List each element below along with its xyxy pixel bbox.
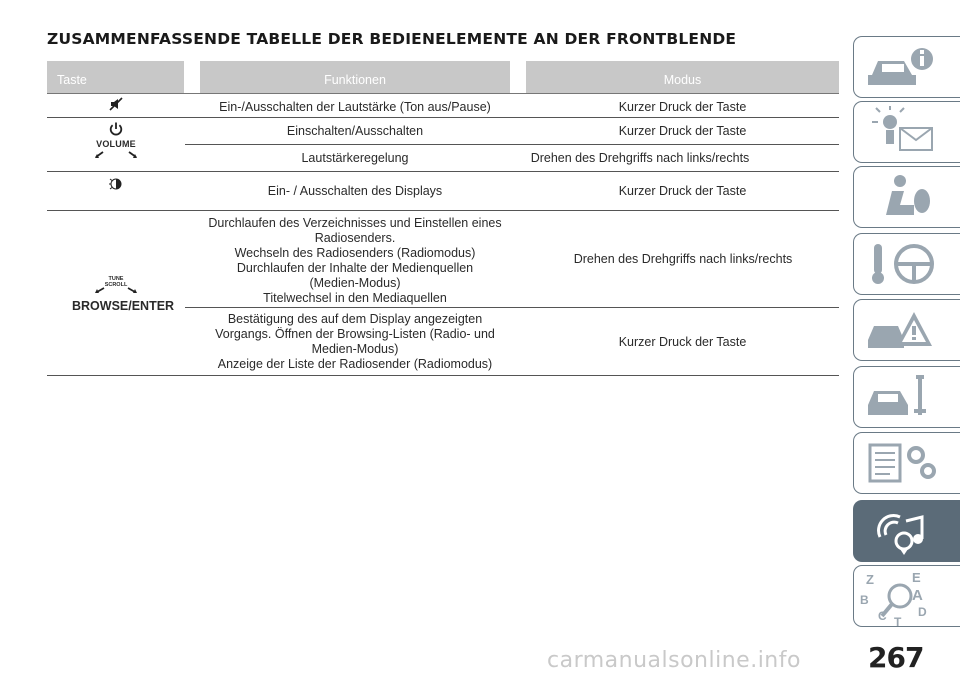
mute-function: Ein-/Ausschalten der Lautstärke (Ton aus/Pause) bbox=[219, 100, 491, 114]
mute-icon bbox=[109, 97, 123, 111]
volume-level-function: Lautstärkeregelung bbox=[301, 151, 409, 165]
header-taste: Taste bbox=[57, 73, 87, 87]
car-service-icon bbox=[860, 371, 950, 423]
mute-mode: Kurzer Druck der Taste bbox=[618, 100, 747, 114]
knob-label-tune: TUNE bbox=[108, 276, 124, 282]
sidebar-tab-multimedia[interactable] bbox=[853, 500, 960, 562]
watermark: carmanualsonline.info bbox=[547, 648, 801, 673]
index-letter: D bbox=[918, 605, 927, 619]
browse-press-line: Bestätigung des auf dem Display angezeigten bbox=[227, 312, 483, 326]
volume-level-mode: Drehen des Drehgriffs nach links/rechts bbox=[530, 151, 750, 165]
browse-press-line: Medien-Modus) bbox=[311, 342, 399, 356]
browse-turn-line: Durchlaufen der Inhalte der Medienquellen bbox=[236, 261, 474, 275]
volume-onoff-function: Einschalten/Ausschalten bbox=[286, 124, 424, 138]
browse-turn-line: Titelwechsel in den Mediaquellen bbox=[263, 291, 447, 305]
power-icon bbox=[108, 121, 124, 137]
accident-warning-icon bbox=[860, 304, 950, 356]
index-letter: E bbox=[912, 570, 921, 585]
table-header bbox=[47, 61, 839, 94]
browse-turn-mode: Drehen des Drehgriffs nach links/rechts bbox=[573, 252, 793, 266]
index-letter: B bbox=[860, 593, 869, 607]
rotate-arrows-icon bbox=[94, 148, 138, 160]
technical-data-icon bbox=[860, 437, 950, 489]
sidebar-tab-technical[interactable] bbox=[853, 432, 960, 494]
browse-press-line: Vorgangs. Öffnen der Browsing-Listen (Radio- und bbox=[215, 327, 495, 341]
browse-turn-line: Wechseln des Radiosenders (Radiomodus) bbox=[234, 246, 476, 260]
index-letter: Z bbox=[866, 572, 874, 587]
index-letter: T bbox=[894, 615, 902, 626]
knob-label-scroll: SCROLL bbox=[104, 282, 128, 288]
steering-wheel-icon bbox=[860, 238, 950, 290]
sidebar-tab-accident[interactable] bbox=[853, 299, 960, 361]
sidebar-tab-seat-airbag[interactable] bbox=[853, 166, 960, 228]
browse-turn-function bbox=[198, 216, 512, 306]
browse-press-line: Anzeige der Liste der Radiosender (Radiomodus) bbox=[217, 357, 493, 371]
volume-onoff-mode: Kurzer Druck der Taste bbox=[618, 124, 747, 138]
display-function: Ein- / Ausschalten des Displays bbox=[267, 184, 443, 198]
header-modus: Modus bbox=[663, 73, 702, 87]
display-brightness-icon bbox=[109, 176, 123, 192]
browse-enter-label: BROWSE/ENTER bbox=[72, 299, 175, 313]
sidebar-tab-steering[interactable] bbox=[853, 233, 960, 295]
display-mode: Kurzer Druck der Taste bbox=[618, 184, 747, 198]
browse-turn-line: Durchlaufen des Verzeichnisses und Einstellen eines bbox=[208, 216, 502, 230]
index-letter: A bbox=[912, 587, 923, 604]
page-title: ZUSAMMENFASSENDE TABELLE DER BEDIENELEMENTE AN DER FRONTBLENDE bbox=[47, 30, 737, 48]
warning-lights-icon bbox=[860, 106, 950, 158]
index-letter: C bbox=[878, 609, 887, 623]
browse-turn-line: Radiosenders. bbox=[314, 231, 396, 245]
index-icon bbox=[860, 570, 950, 626]
header-funktionen: Funktionen bbox=[324, 73, 386, 87]
sidebar-tab-warning-lights[interactable] bbox=[853, 101, 960, 163]
sidebar-tab-car-info[interactable] bbox=[853, 36, 960, 98]
browse-press-mode: Kurzer Druck der Taste bbox=[618, 335, 747, 349]
multimedia-icon bbox=[860, 505, 950, 557]
browse-turn-line: (Medien-Modus) bbox=[309, 276, 401, 290]
tune-scroll-knob-icon bbox=[94, 284, 138, 294]
car-info-icon bbox=[860, 41, 950, 93]
browse-press-function bbox=[198, 312, 512, 372]
page-number: 267 bbox=[868, 641, 924, 674]
seat-airbag-icon bbox=[860, 171, 950, 223]
sidebar-tab-service[interactable] bbox=[853, 366, 960, 428]
sidebar-tab-index[interactable] bbox=[853, 565, 960, 627]
volume-label: VOLUME bbox=[96, 139, 136, 149]
